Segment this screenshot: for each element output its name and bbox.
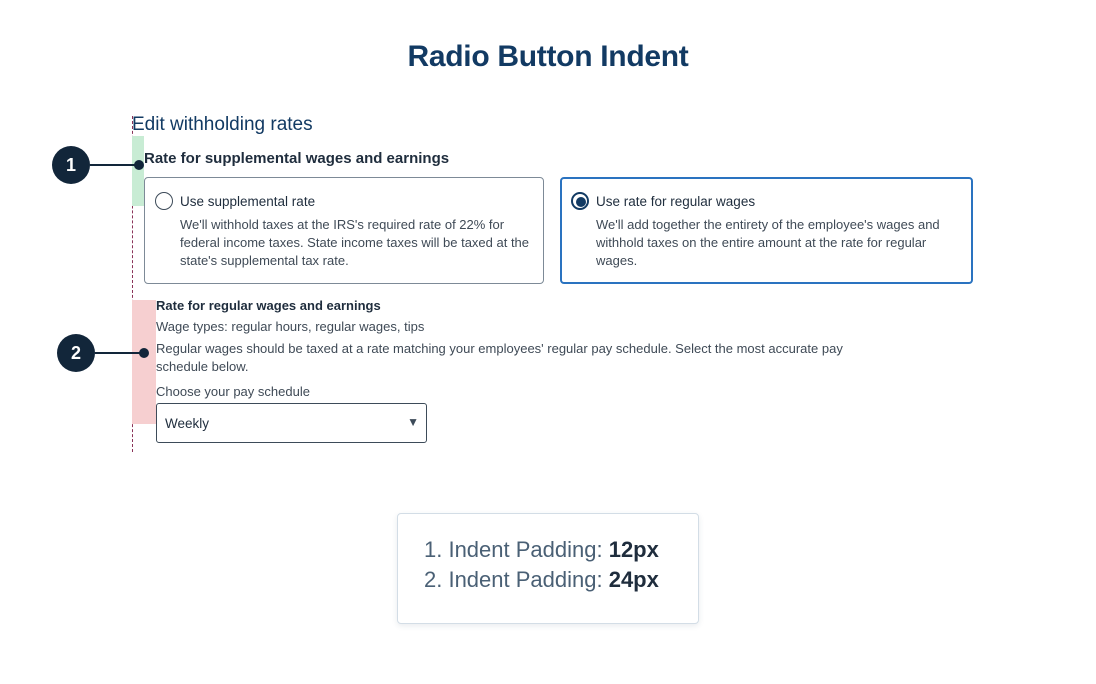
radio-option-regular-wages-rate[interactable]: [560, 177, 973, 284]
legend-item-value: 24px: [608, 567, 659, 592]
indent-24px-highlight: [132, 300, 156, 424]
legend-item-label: 2. Indent Padding:: [424, 567, 609, 592]
option-title: Use supplemental rate: [180, 194, 316, 209]
radio-checked-icon[interactable]: [571, 192, 589, 210]
legend-item-value: 12px: [608, 537, 659, 562]
annotation-badge-2: 2: [57, 334, 95, 372]
radio-unchecked-icon[interactable]: [155, 192, 173, 210]
annotation-dot-1: [134, 160, 144, 170]
caret-down-icon: ▼: [407, 415, 419, 429]
option-title: Use rate for regular wages: [596, 194, 756, 209]
legend-item-1: [424, 537, 659, 563]
section-title: Edit withholding rates: [132, 114, 313, 135]
annotation-badge-1: 1: [52, 146, 90, 184]
annotation-leader-line-1: [90, 164, 138, 166]
pay-schedule-label: Choose your pay schedule: [156, 384, 310, 399]
radio-option-supplemental-rate[interactable]: [144, 177, 544, 284]
option-description: We'll add together the entirety of the employee's wages and withhold taxes on the entire amount at the rate for regular wages.: [596, 217, 940, 268]
regular-wages-description: Regular wages should be taxed at a rate matching your employees' regular pay schedule. Select the most accurate pay schedule below.: [156, 341, 843, 374]
option-description: We'll withhold taxes at the IRS's required rate of 22% for federal income taxes. State income taxes will be taxed at the state's supplemental tax rate.: [180, 217, 530, 268]
legend-item-label: 1. Indent Padding:: [424, 537, 609, 562]
indent-12px-highlight: [132, 136, 144, 206]
legend-item-2: [424, 567, 659, 593]
annotation-dot-2: [139, 348, 149, 358]
regular-wages-label: Rate for regular wages and earnings: [156, 298, 381, 313]
page-title: Radio Button Indent: [407, 40, 689, 73]
indent-legend: [397, 513, 699, 624]
supplemental-group-label: Rate for supplemental wages and earnings: [144, 150, 450, 167]
annotation-leader-line-2: [95, 352, 143, 354]
wage-types-hint: Wage types: regular hours, regular wages, tips: [156, 319, 425, 334]
pay-schedule-select[interactable]: [156, 403, 427, 443]
pay-schedule-value: Weekly: [165, 416, 210, 431]
